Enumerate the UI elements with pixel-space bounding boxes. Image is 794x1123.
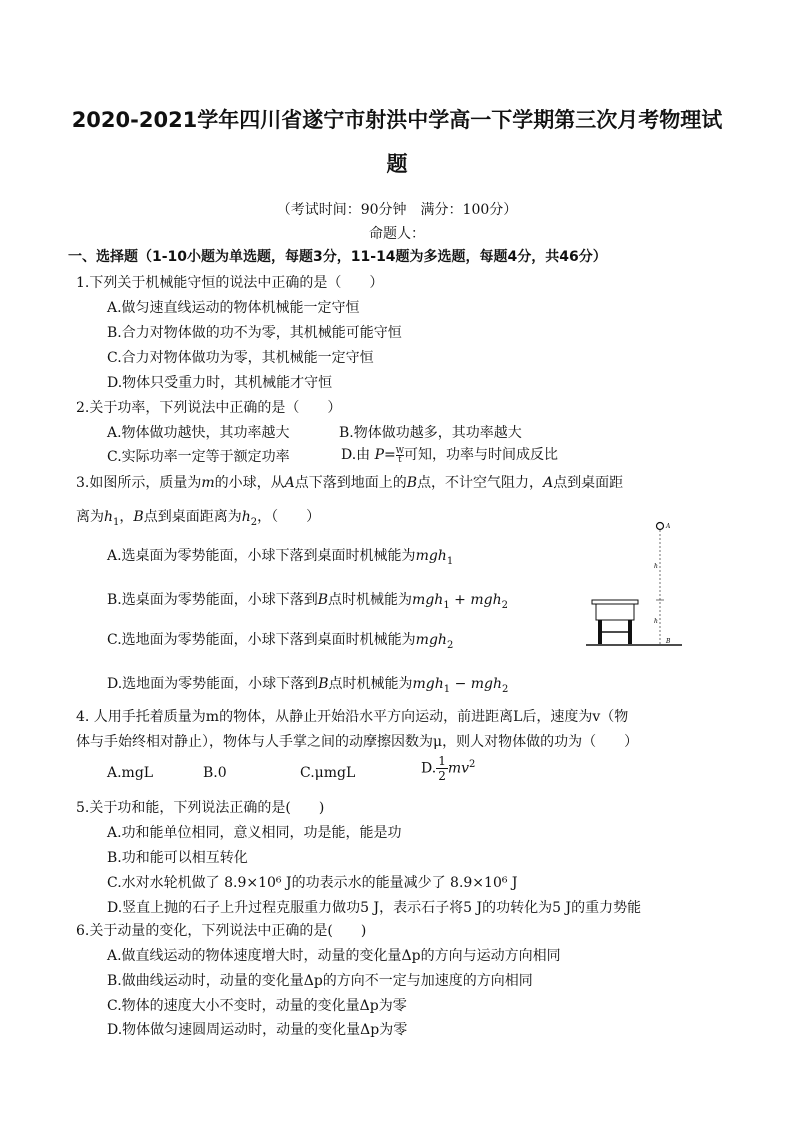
q4-option-b: B.0: [203, 765, 227, 781]
q6-option-a: A.做直线运动的物体速度增大时，动量的变化量Δp的方向与运动方向相同: [107, 948, 561, 964]
w-over-t-fraction: $\frac{W}{t}$: [395, 445, 405, 464]
table-ball-figure: [584, 518, 684, 658]
q1-option-a: A.做匀速直线运动的物体机械能一定守恒: [107, 300, 360, 316]
q6-stem: 6.关于动量的变化，下列说法中正确的是( ): [76, 923, 367, 939]
title-line-1: 2020-2021学年四川省遂宁市射洪中学高一下学期第三次月考物理试: [71, 108, 723, 132]
fig-label-a: A: [666, 523, 671, 530]
table-drawer: [596, 604, 634, 620]
q5-option-d: D.竖直上抛的石子上升过程克服重力做功5 J，表示石子将5 J的功转化为5 J的重力势能: [107, 900, 642, 916]
q6-option-d: D.物体做匀速圆周运动时，动量的变化量Δp为零: [107, 1022, 408, 1038]
q3-option-c: C.选地面为零势能面，小球下落到桌面时机械能为mgh$_2$: [107, 632, 454, 651]
q3-option-b: B.选桌面为零势能面，小球下落到B点时机械能为mgh$_1$ + mgh$_2$: [107, 592, 508, 611]
q4-option-a: A.mgL: [107, 765, 154, 781]
section-heading: 一、选择题（1-10小题为单选题，每题3分，11-14题为多选题，每题4分，共46分）: [68, 249, 607, 265]
q5-stem: 5.关于功和能，下列说法正确的是( ): [76, 800, 325, 816]
table-top: [592, 600, 638, 604]
q4-stem-line-2: 体与手始终相对静止），物体与人手掌之间的动摩擦因数为μ，则人对物体做的功为（ ）: [76, 734, 639, 750]
q2-option-b: B.物体做功越多，其功率越大: [339, 425, 522, 441]
exam-info: （考试时间：90分钟 满分：100分）: [276, 202, 518, 218]
q1-option-d: D.物体只受重力时，其机械能才守恒: [107, 375, 333, 391]
q4-option-d: D. $\frac{1}{2}$ $mv^2$: [421, 754, 476, 783]
fig-label-h1: h: [654, 563, 658, 570]
q2-stem: 2.关于功率，下列说法中正确的是（ ）: [76, 400, 342, 416]
q1-stem: 1.下列关于机械能守恒的说法中正确的是（ ）: [76, 275, 384, 291]
title-line-2: 题: [386, 152, 408, 176]
q3-option-d: D.选地面为零势能面，小球下落到B点时机械能为mgh$_1$ − mgh$_2$: [107, 676, 509, 695]
fig-label-h2: h: [654, 618, 658, 625]
fig-label-b: B: [666, 638, 671, 645]
q2-option-c: C.实际功率一定等于额定功率: [107, 449, 290, 465]
q5-option-a: A.功和能单位相同，意义相同，功是能，能是功: [107, 825, 402, 841]
half-fraction: $\frac{1}{2}$: [438, 754, 446, 783]
author-label: 命题人：: [369, 226, 425, 242]
q4-stem-line-1: 4. 人用手托着质量为m的物体，从静止开始沿水平方向运动，前进距离L后，速度为v（物: [76, 709, 629, 725]
q6-option-b: B.做曲线运动时，动量的变化量Δp的方向不一定与加速度的方向相同: [107, 973, 533, 989]
q2-option-d: D.由 P= $\frac{W}{t}$可知，功率与时间成反比: [341, 445, 559, 464]
ball-icon: [657, 523, 664, 530]
q2-option-a: A.物体做功越快，其功率越大: [107, 425, 290, 441]
q5-option-c: C.水对水轮机做了 8.9×10⁶ J的功表示水的能量减少了 8.9×10⁶ J: [107, 875, 518, 891]
exam-title: [70, 98, 724, 186]
q3-option-a: A.选桌面为零势能面，小球下落到桌面时机械能为mgh$_1$: [107, 548, 454, 567]
q6-option-c: C.物体的速度大小不变时，动量的变化量Δp为零: [107, 998, 407, 1014]
q1-option-c: C.合力对物体做功为零，其机械能一定守恒: [107, 350, 374, 366]
q1-option-b: B.合力对物体做的功不为零，其机械能可能守恒: [107, 325, 402, 341]
q3-stem-line-1: 3.如图所示，质量为m的小球，从A点下落到地面上的B点，不计空气阻力，A点到桌面距: [76, 475, 624, 491]
q3-stem-line-2: 离为$h_1$，B点到桌面距离为$h_2$，（ ）: [76, 509, 321, 528]
q5-option-b: B.功和能可以相互转化: [107, 850, 248, 866]
q4-option-c: C.μmgL: [300, 765, 356, 781]
